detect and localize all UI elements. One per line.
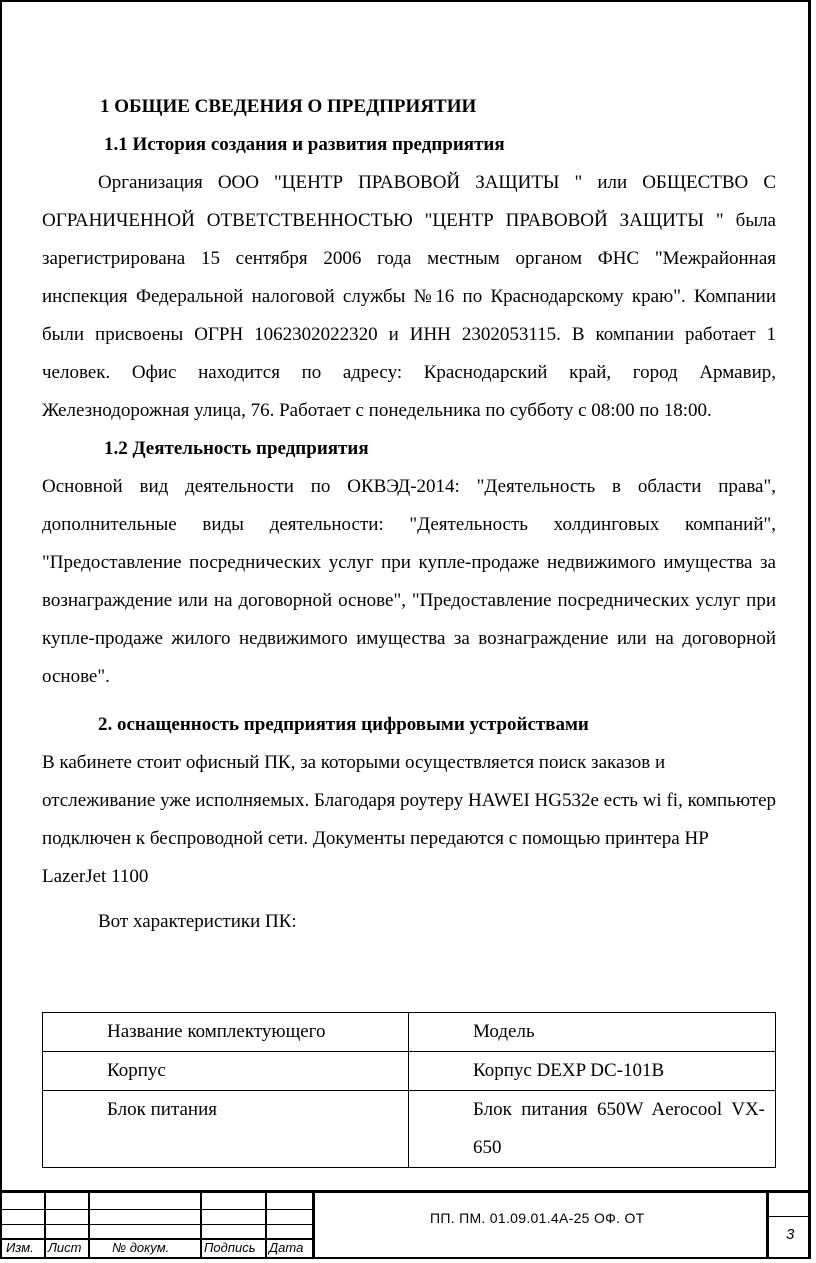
table-row xyxy=(43,1091,776,1168)
label-signature: Подпись xyxy=(204,1240,256,1255)
subsection-1-1-text: Организация ООО "ЦЕНТР ПРАВОВОЙ ЗАЩИТЫ " или ОБЩЕСТВО С ОГРАНИЧЕННОЙ ОТВЕТСТВЕННОСТЬЮ "ЦЕНТР ПРАВОВОЙ ЗАЩИТЫ " была зарегистрирована 15 сентября 2006 года местным органом ФНС "Межрайонная инспекция Федеральной налоговой службы №16 по Краснодарскому краю". Компании были присвоены ОГРН 1062302022320 и ИНН 2302053115. В компании работает 1 человек. Офис находится по адресу: Краснодарский край, город Армавир, Железнодорожная улица, 76. Работает с понедельника по субботу с 08:00 по 18:00. xyxy=(42,172,776,421)
label-date: Дата xyxy=(269,1240,304,1255)
title-block xyxy=(0,1190,811,1259)
label-change: Изм. xyxy=(6,1240,34,1255)
section-1-title: 1 ОБЩИЕ СВЕДЕНИЯ О ПРЕДПРИЯТИИ xyxy=(100,96,477,117)
table-header-cell: Название комплектующего xyxy=(43,1013,409,1052)
grid-line xyxy=(200,1193,202,1259)
grid-line xyxy=(265,1193,267,1259)
table-header-cell: Модель xyxy=(409,1013,776,1052)
document-body xyxy=(42,88,776,942)
grid-line xyxy=(44,1193,46,1259)
section-2-title: 2. оснащенность предприятия цифровыми устройствами xyxy=(98,714,589,735)
subsection-1-2-text: Основной вид деятельности по ОКВЭД-2014: "Деятельность в области права", дополнительные виды деятельности: "Деятельность холдинговых компаний", "Предоставление посреднических услуг при купле-продаже недвижимого имущества за вознаграждение или на договорной основе", "Предоставление посреднических услуг при купле-продаже жилого недвижимого имущества за вознаграждение или на договорной основе". xyxy=(42,476,776,687)
label-doc-number: № докум. xyxy=(112,1240,170,1255)
label-sheet: Лист xyxy=(48,1240,82,1255)
table-row xyxy=(43,1052,776,1091)
pc-specs-lead: Вот характеристики ПК: xyxy=(98,911,297,932)
table-cell: Блок питания 650W Aerocool VX-650 xyxy=(409,1091,776,1168)
subsection-1-1-title: 1.1 История создания и развития предприятия xyxy=(104,134,505,155)
table-cell: Корпус xyxy=(43,1052,409,1091)
sheet-cell-line xyxy=(769,1216,811,1217)
sheet-number: 3 xyxy=(786,1226,795,1243)
table-cell: Корпус DEXP DC-101B xyxy=(409,1052,776,1091)
title-block-divider xyxy=(312,1190,315,1259)
pc-specs-table xyxy=(42,1012,776,1168)
title-block-divider xyxy=(766,1190,769,1259)
table-header-row xyxy=(43,1013,776,1052)
table-cell: Блок питания xyxy=(43,1091,409,1168)
subsection-1-2-title: 1.2 Деятельность предприятия xyxy=(104,438,369,459)
section-2-text: В кабинете стоит офисный ПК, за которыми осуществляется поиск заказов и отслеживание уже исполняемых. Благодаря роутеру HAWEI HG532e есть wi fi, компьютер подключен к беспроводной сети. Документы передаются с помощью принтера HP LazerJet 1100 xyxy=(42,752,777,887)
grid-line xyxy=(88,1193,90,1259)
document-code: ПП. ПМ. 01.09.01.4А-25 ОФ. ОТ xyxy=(430,1210,645,1226)
